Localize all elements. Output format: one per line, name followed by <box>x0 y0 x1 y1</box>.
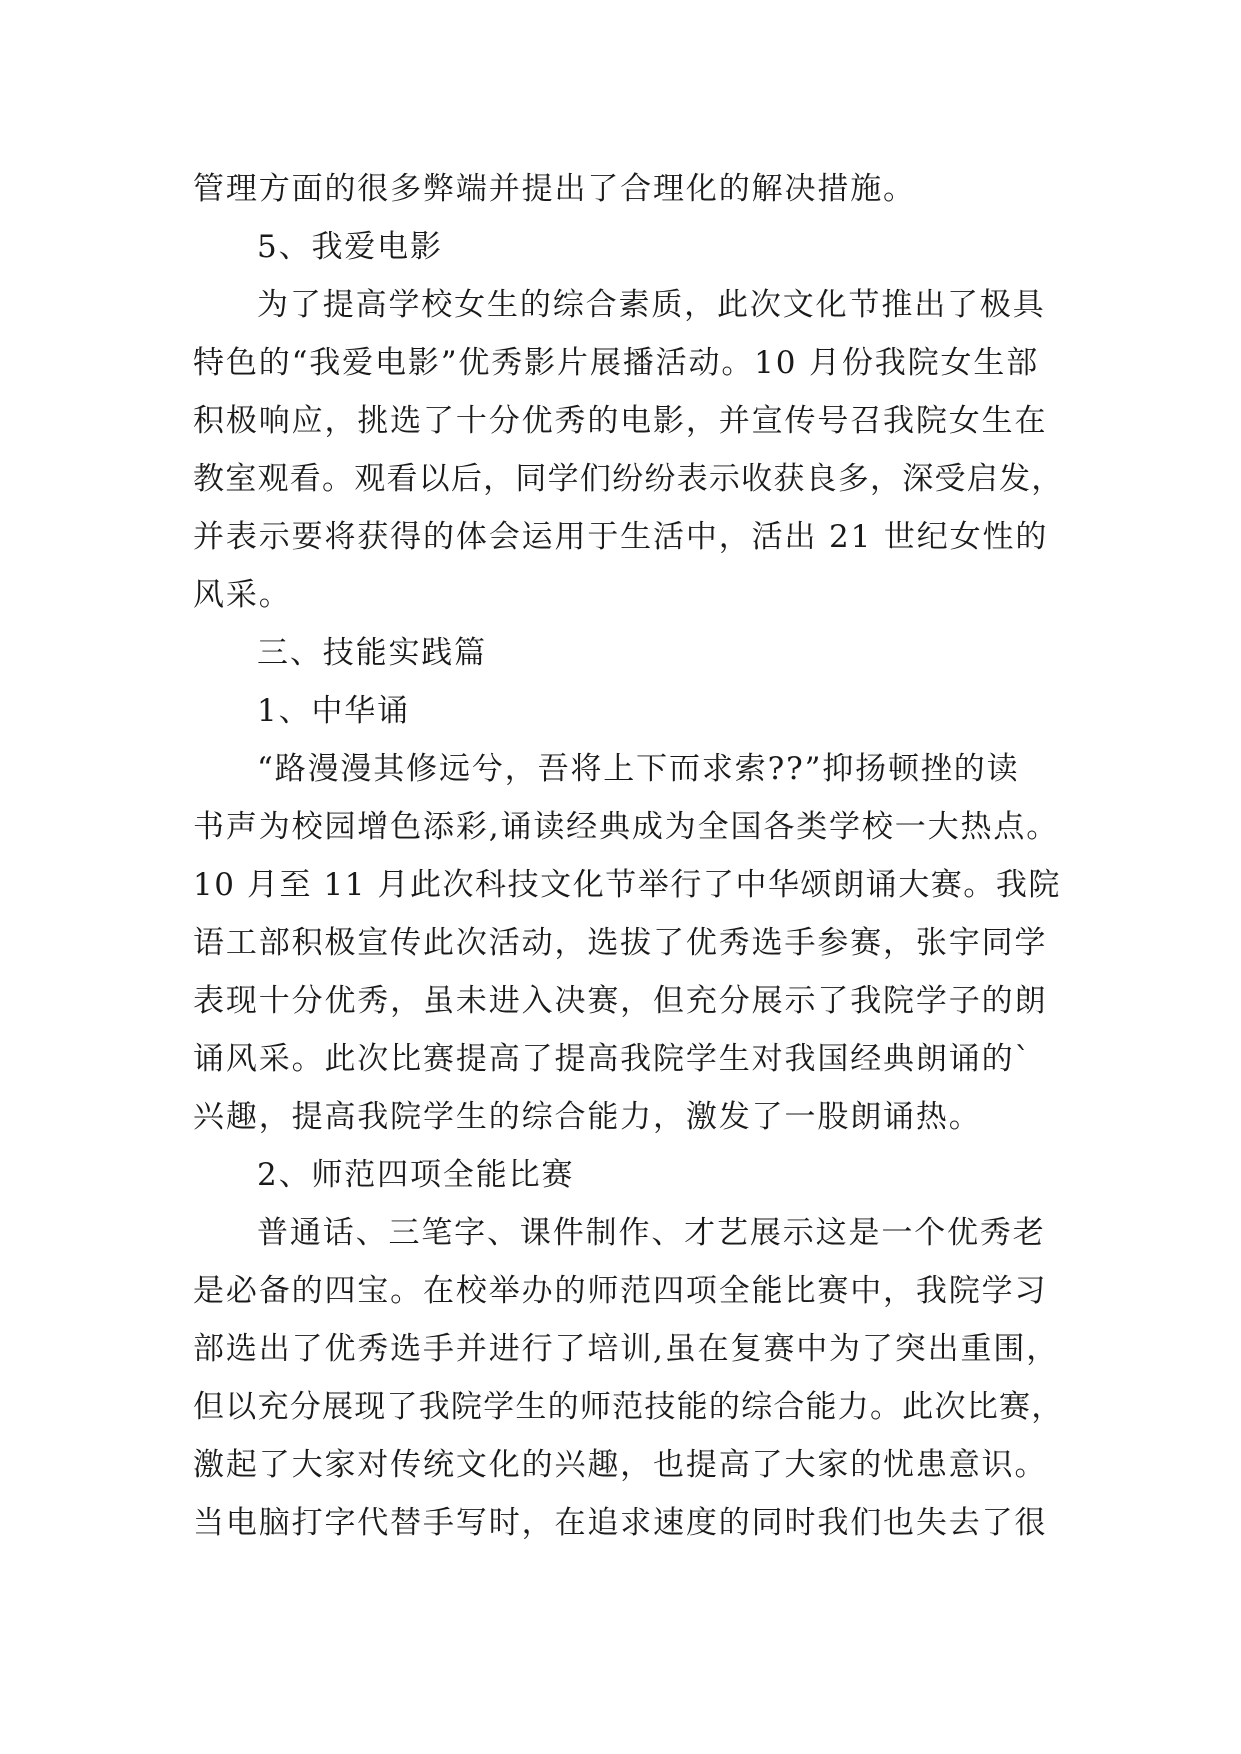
paragraph-line: 诵风采。此次比赛提高了提高我院学生对我国经典朗诵的` <box>193 1041 1032 1077</box>
subsection-heading: 2、师范四项全能比赛 <box>257 1157 575 1193</box>
paragraph-line: 是必备的四宝。在校举办的师范四项全能比赛中，我院学习 <box>193 1273 1048 1309</box>
paragraph-line: 管理方面的很多弊端并提出了合理化的解决措施。 <box>193 171 916 207</box>
subsection-heading: 1、中华诵 <box>257 693 411 729</box>
paragraph-line: 并表示要将获得的体会运用于生活中，活出 21 世纪女性的 <box>193 519 1049 555</box>
paragraph-line: 特色的“我爱电影”优秀影片展播活动。10 月份我院女生部 <box>193 345 1040 381</box>
paragraph-line: 普通话、三笔字、课件制作、才艺展示这是一个优秀老 <box>257 1215 1046 1251</box>
paragraph-line: “路漫漫其修远兮，吾将上下而求索??”抑扬顿挫的读 <box>257 751 1020 787</box>
paragraph-line: 但以充分展现了我院学生的师范技能的综合能力。此次比赛， <box>193 1389 1064 1425</box>
paragraph-line: 语工部积极宣传此次活动，选拔了优秀选手参赛，张宇同学 <box>193 925 1048 961</box>
paragraph-line: 积极响应，挑选了十分优秀的电影，并宣传号召我院女生在 <box>193 403 1048 439</box>
paragraph-line: 表现十分优秀，虽未进入决赛，但充分展示了我院学子的朗 <box>193 983 1048 1019</box>
paragraph-line: 教室观看。观看以后，同学们纷纷表示收获良多，深受启发， <box>193 461 1064 497</box>
paragraph-line: 激起了大家对传统文化的兴趣，也提高了大家的忧患意识。 <box>193 1447 1048 1483</box>
paragraph-line: 当电脑打字代替手写时，在追求速度的同时我们也失去了很 <box>193 1505 1048 1541</box>
section-heading: 5、我爱电影 <box>257 229 443 265</box>
paragraph-line: 兴趣，提高我院学生的综合能力，激发了一股朗诵热。 <box>193 1099 982 1135</box>
paragraph-line: 部选出了优秀选手并进行了培训,虽在复赛中为了突出重围， <box>193 1331 1060 1367</box>
paragraph-line: 10 月至 11 月此次科技文化节举行了中华颂朗诵大赛。我院 <box>193 867 1061 903</box>
paragraph-line: 风采。 <box>193 577 292 613</box>
section-heading: 三、技能实践篇 <box>257 635 488 671</box>
paragraph-line: 为了提高学校女生的综合素质，此次文化节推出了极具 <box>257 287 1046 323</box>
paragraph-line: 书声为校园增色添彩,诵读经典成为全国各类学校一大热点。 <box>193 809 1060 845</box>
